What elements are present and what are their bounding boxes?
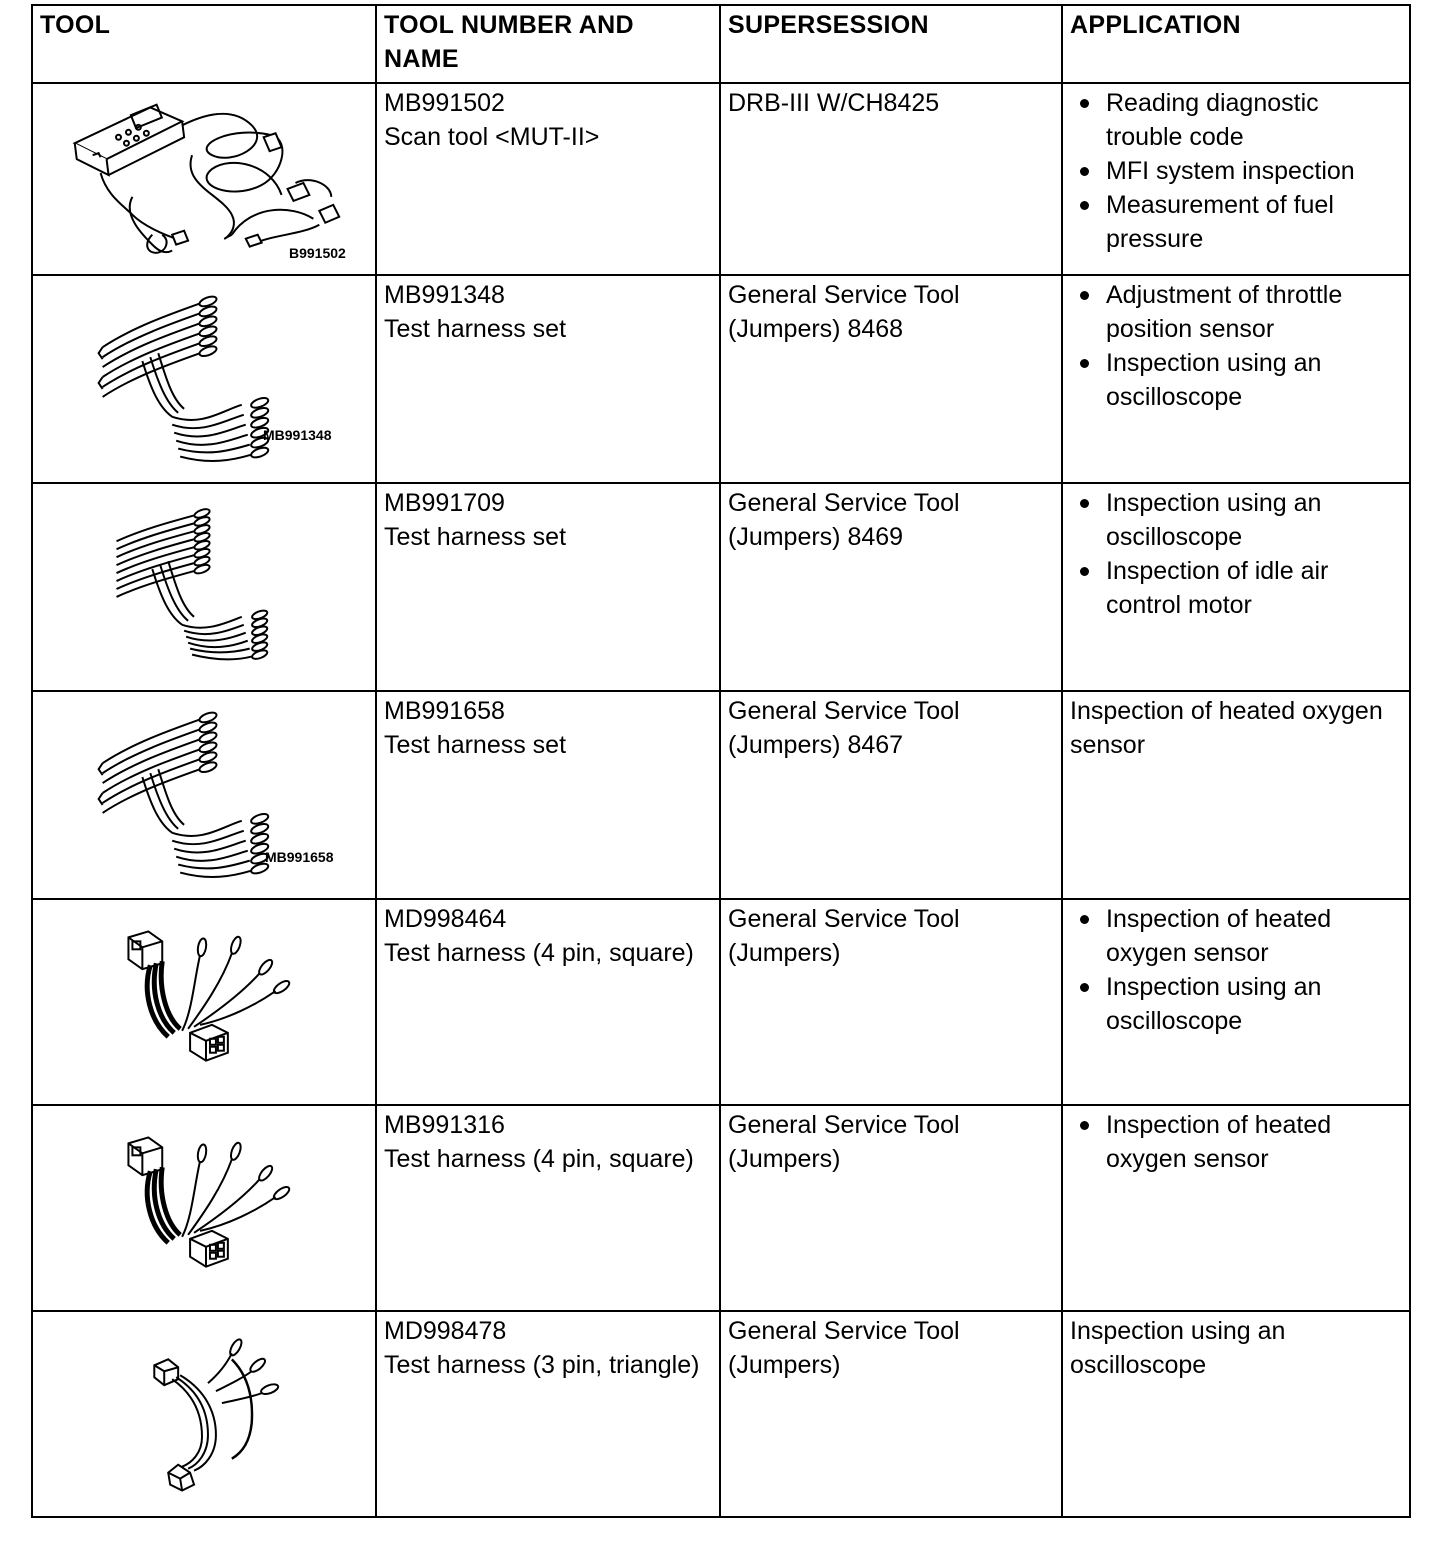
- application-item: Inspection using an oscilloscope: [1106, 970, 1402, 1038]
- supersession-cell: General Service Tool (Jumpers): [720, 1105, 1062, 1311]
- header-tool-number-and-name: TOOL NUMBER AND NAME: [376, 5, 720, 83]
- application-text: Inspection using an oscilloscope: [1070, 1317, 1286, 1379]
- test-harness-set-illustration-icon: [33, 276, 375, 482]
- table-row: [32, 483, 1410, 691]
- supersession-cell: General Service Tool (Jumpers): [720, 1311, 1062, 1517]
- application-cell: [1062, 275, 1410, 483]
- tool-name: Test harness (3 pin, triangle): [384, 1351, 700, 1379]
- tool-name: Test harness (4 pin, square): [384, 939, 694, 967]
- tool-image-cell: [32, 275, 376, 483]
- test-harness-set-illustration-icon: [33, 484, 375, 690]
- tool-number: MB991709: [384, 489, 505, 517]
- application-cell: [1062, 1105, 1410, 1311]
- tool-image-cell: [32, 483, 376, 691]
- connector-harness-illustration-icon: [33, 1106, 375, 1310]
- tool-name: Test harness set: [384, 731, 567, 759]
- table-row: [32, 691, 1410, 899]
- header-supersession: SUPERSESSION: [720, 5, 1062, 83]
- table-row: [32, 899, 1410, 1105]
- tool-image-cell: [32, 1311, 376, 1517]
- special-tools-table: [31, 4, 1411, 1518]
- tool-number-name-cell: [376, 1105, 720, 1311]
- supersession-cell: General Service Tool (Jumpers) 8469: [720, 483, 1062, 691]
- application-cell: [1062, 899, 1410, 1105]
- tool-number: MB991658: [384, 697, 505, 725]
- application-item: Inspection using an oscilloscope: [1106, 486, 1402, 554]
- tool-number: MB991316: [384, 1111, 505, 1139]
- tool-name: Test harness (4 pin, square): [384, 1145, 694, 1173]
- tool-name: Scan tool <MUT-II>: [384, 123, 600, 151]
- tool-number-name-cell: [376, 1311, 720, 1517]
- tool-number-name-cell: [376, 275, 720, 483]
- application-item: Measurement of fuel pressure: [1106, 188, 1402, 256]
- tool-number: MD998478: [384, 1317, 507, 1345]
- application-item: Adjustment of throttle position sensor: [1106, 278, 1402, 346]
- test-harness-set-illustration-icon: [33, 692, 375, 898]
- tool-number: MD998464: [384, 905, 507, 933]
- tool-image-cell: [32, 691, 376, 899]
- connector-harness-illustration-icon: [33, 900, 375, 1104]
- application-cell: [1062, 483, 1410, 691]
- application-item: Reading diagnostic trouble code: [1106, 86, 1402, 154]
- figure-label: B991502: [289, 245, 346, 261]
- application-item: Inspection of heated oxygen sensor: [1106, 1108, 1402, 1176]
- table-row: [32, 1105, 1410, 1311]
- application-cell: [1062, 83, 1410, 275]
- header-row: [32, 5, 1410, 83]
- application-cell: [1062, 1311, 1410, 1517]
- figure-label: MB991658: [265, 849, 334, 865]
- tool-name: Test harness set: [384, 315, 567, 343]
- supersession-cell: General Service Tool (Jumpers) 8468: [720, 275, 1062, 483]
- tool-number-name-cell: [376, 899, 720, 1105]
- application-item: MFI system inspection: [1106, 154, 1402, 188]
- tool-name: Test harness set: [384, 523, 567, 551]
- tool-image-cell: [32, 83, 376, 275]
- application-item: Inspection using an oscilloscope: [1106, 346, 1402, 414]
- supersession-cell: General Service Tool (Jumpers) 8467: [720, 691, 1062, 899]
- tool-number-name-cell: [376, 83, 720, 275]
- table-row: [32, 275, 1410, 483]
- triangle-harness-illustration-icon: [33, 1312, 375, 1516]
- application-item: Inspection of idle air control motor: [1106, 554, 1402, 622]
- tool-number-name-cell: [376, 691, 720, 899]
- header-tool: TOOL: [32, 5, 376, 83]
- table-row: [32, 83, 1410, 275]
- application-cell: [1062, 691, 1410, 899]
- supersession-cell: General Service Tool (Jumpers): [720, 899, 1062, 1105]
- application-text: Inspection of heated oxygen sensor: [1070, 697, 1383, 759]
- tool-number-name-cell: [376, 483, 720, 691]
- header-application: APPLICATION: [1062, 5, 1410, 83]
- tool-image-cell: [32, 1105, 376, 1311]
- tool-image-cell: [32, 899, 376, 1105]
- supersession-cell: DRB-III W/CH8425: [720, 83, 1062, 275]
- tool-number: MB991348: [384, 281, 505, 309]
- tool-number: MB991502: [384, 89, 505, 117]
- table-row: [32, 1311, 1410, 1517]
- application-item: Inspection of heated oxygen sensor: [1106, 902, 1402, 970]
- figure-label: MB991348: [263, 427, 332, 443]
